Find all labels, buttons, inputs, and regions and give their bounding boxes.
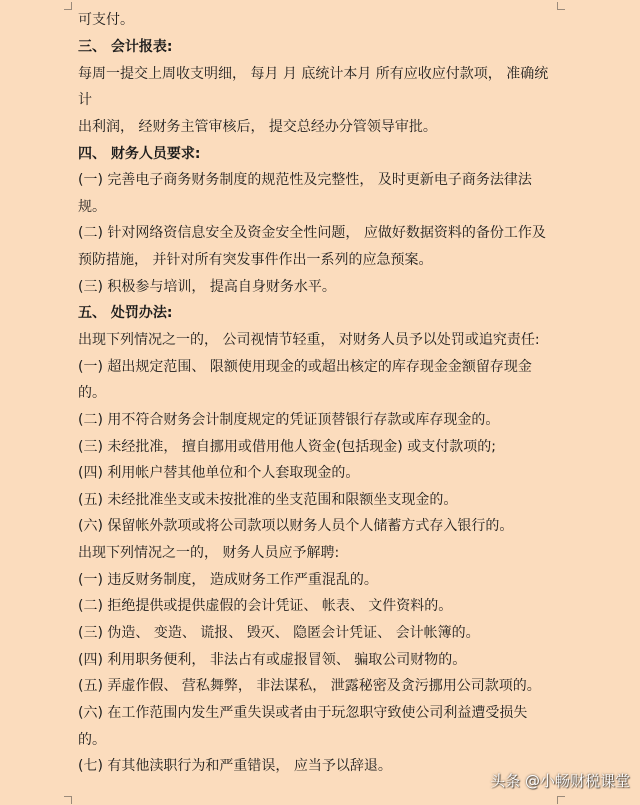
text-line: 可支付。 (78, 12, 134, 28)
margin-mark-bottom-right (557, 796, 565, 804)
margin-mark-top-left (64, 2, 72, 10)
text-line: (二) 用不符合财务会计制度规定的凭证顶替银行存款或库存现金的。 (78, 412, 500, 428)
text-line: (六) 在工作范围内发生严重失误或者由于玩忽职守致使公司利益遭受损失 (78, 705, 528, 721)
text-line: (一) 完善电子商务财务制度的规范性及完整性， 及时更新电子商务法律法 (78, 172, 532, 188)
margin-mark-top-right (557, 2, 565, 10)
text-line: (一) 违反财务制度， 造成财务工作严重混乱的。 (78, 572, 378, 588)
text-line: 每周一提交上周收支明细， 每月 月 底统计本月 所有应收应付款项， 准确统 (78, 66, 549, 82)
text-line: 预防措施， 并针对所有突发事件作出一系列的应急预案。 (78, 252, 433, 268)
section-heading: 四、 财务人员要求: (78, 146, 201, 162)
text-line: (三) 未经批准， 擅自挪用或借用他人资金(包括现金) 或支付款项的; (78, 439, 496, 455)
text-line: 出现下列情况之一的， 公司视情节轻重， 对财务人员予以处罚或追究责任: (78, 332, 540, 348)
text-line: (五) 弄虚作假、 营私舞弊， 非法谋私， 泄露秘密及贪污挪用公司款项的。 (78, 678, 541, 694)
section-heading: 三、 会计报表: (78, 39, 173, 55)
text-line: (七) 有其他渎职行为和严重错误， 应当予以辞退。 (78, 758, 392, 774)
text-line: (一) 超出规定范围、 限额使用现金的或超出核定的库存现金金额留存现金 (78, 359, 532, 375)
text-line: 计 (78, 92, 92, 108)
text-line: (三) 积极参与培训， 提高自身财务水平。 (78, 279, 336, 295)
text-line: 的。 (78, 385, 106, 401)
text-line: (四) 利用职务便利， 非法占有或虚报冒领、 骗取公司财物的。 (78, 652, 467, 668)
text-line: (四) 利用帐户替其他单位和个人套取现金的。 (78, 465, 360, 481)
text-line: (三) 伪造、 变造、 谎报、 毁灭、 隐匿会计凭证、 会计帐簿的。 (78, 625, 480, 641)
watermark-text: 头条 @小畅财税课堂 (490, 772, 630, 790)
text-line: (六) 保留帐外款项或将公司款项以财务人员个人储蓄方式存入银行的。 (78, 518, 514, 534)
text-line: 的。 (78, 732, 106, 748)
text-line: (五) 未经批准坐支或未按批准的坐支范围和限额坐支现金的。 (78, 492, 458, 508)
section-heading: 五、 处罚办法: (78, 305, 173, 321)
text-line: 出利润， 经财务主管审核后， 提交总经办分管领导审批。 (78, 119, 437, 135)
text-line: 出现下列情况之一的， 财务人员应予解聘: (78, 545, 340, 561)
text-line: 规。 (78, 199, 106, 215)
margin-mark-bottom-left (64, 796, 72, 804)
text-line: (二) 针对网络资信息安全及资金安全性问题， 应做好数据资料的备份工作及 (78, 225, 546, 241)
text-line: (二) 拒绝提供或提供虚假的会计凭证、 帐表、 文件资料的。 (78, 598, 453, 614)
